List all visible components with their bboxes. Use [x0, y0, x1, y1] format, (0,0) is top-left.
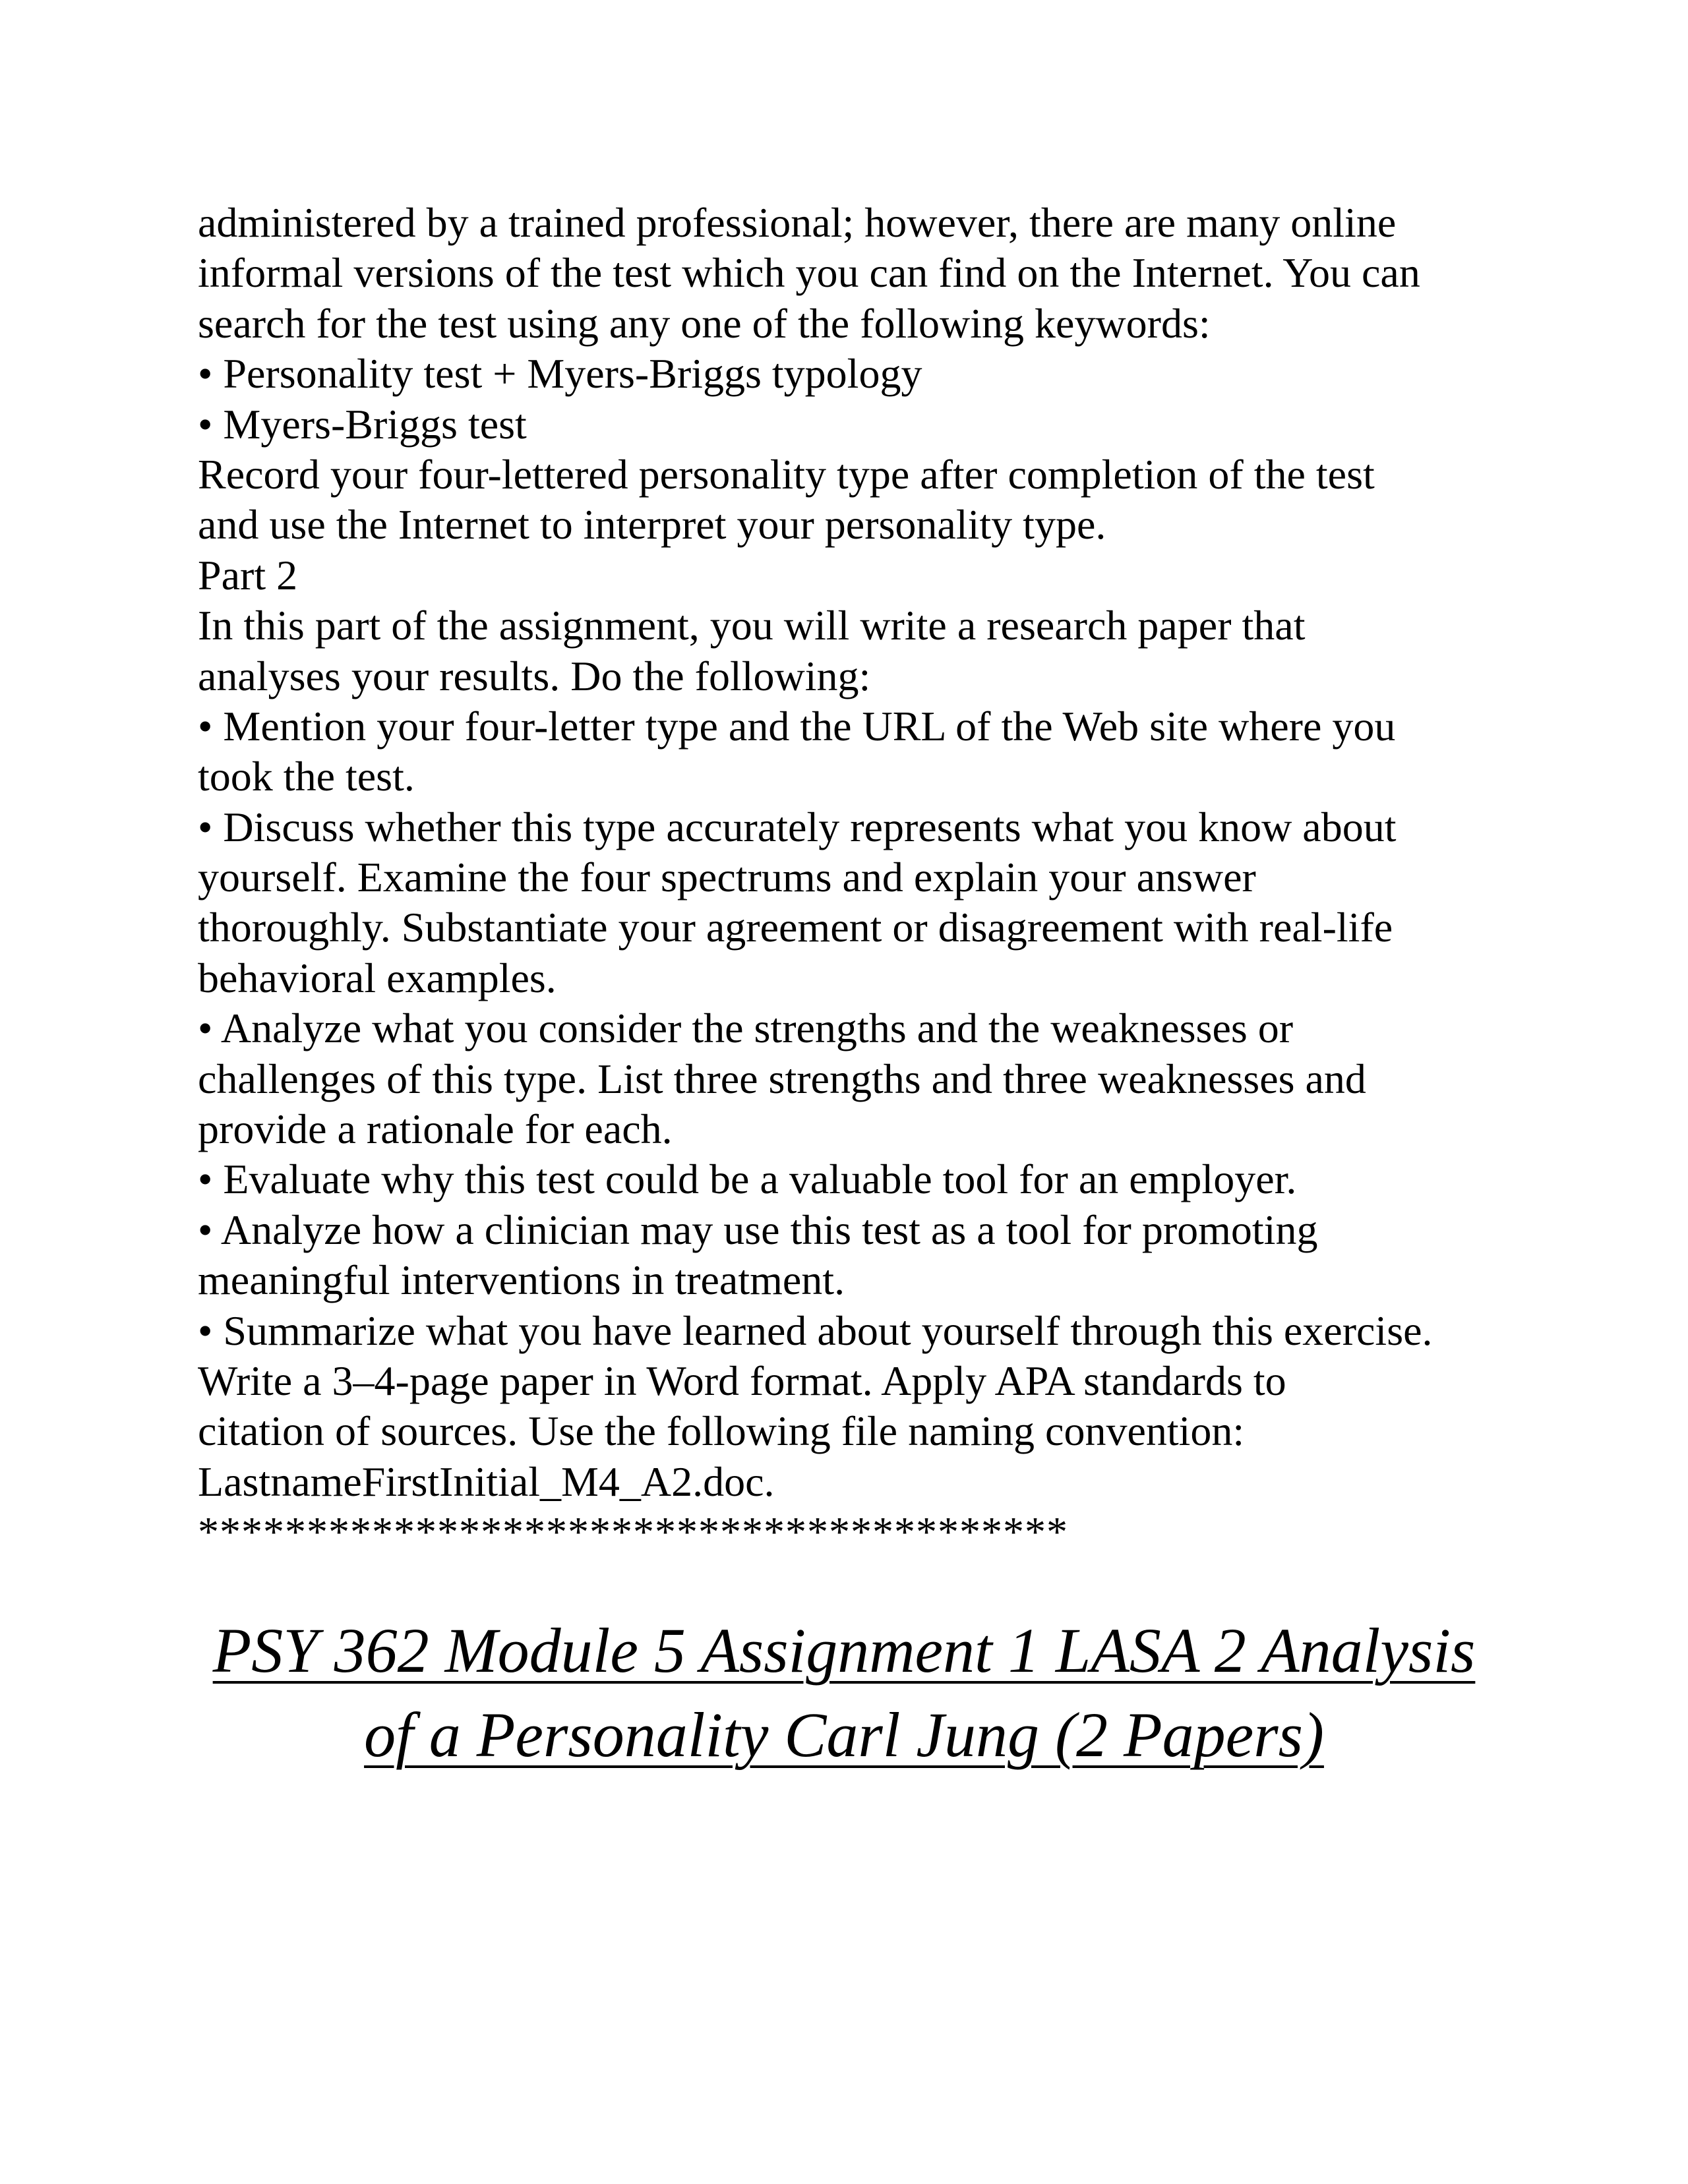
text-line: challenges of this type. List three strengths and three weaknesses and: [198, 1055, 1366, 1102]
text-line: provide a rationale for each.: [198, 1106, 673, 1153]
title-line-2: of a Personality Carl Jung (2 Papers): [364, 1699, 1324, 1770]
text-line: informal versions of the test which you can find on the Internet. You can: [198, 249, 1420, 297]
bullet-item: • Analyze what you consider the strengths and the weaknesses or: [198, 1005, 1294, 1052]
bullet-item: • Summarize what you have learned about yourself through this exercise.: [198, 1307, 1433, 1354]
text-line: analyses your results. Do the following:: [198, 652, 871, 699]
title-line-1: PSY 362 Module 5 Assignment 1 LASA 2 Analysis: [212, 1615, 1476, 1686]
text-line: administered by a trained professional; however, there are many online: [198, 199, 1397, 246]
separator-asterisks: ****************************************: [198, 1508, 1068, 1556]
assignment-instructions: [198, 198, 1530, 1558]
text-line: thoroughly. Substantiate your agreement or disagreement with real-life: [198, 904, 1393, 951]
text-line: yourself. Examine the four spectrums and explain your answer: [198, 854, 1256, 901]
bullet-item: • Mention your four-letter type and the URL of the Web site where you: [198, 702, 1396, 750]
text-line: behavioral examples.: [198, 954, 557, 1001]
text-line: and use the Internet to interpret your personality type.: [198, 501, 1106, 548]
bullet-item: • Evaluate why this test could be a valuable tool for an employer.: [198, 1156, 1297, 1203]
text-line: In this part of the assignment, you will write a research paper that: [198, 602, 1306, 649]
document-title-link[interactable]: [185, 1608, 1503, 1777]
bullet-item: • Discuss whether this type accurately represents what you know about: [198, 803, 1397, 850]
text-line: citation of sources. Use the following file naming convention:: [198, 1407, 1245, 1455]
text-line: LastnameFirstInitial_M4_A2.doc.: [198, 1458, 775, 1505]
bullet-item: • Myers-Briggs test: [198, 400, 527, 448]
bullet-item: • Personality test + Myers-Briggs typology: [198, 350, 922, 398]
text-line: Write a 3–4-page paper in Word format. Apply APA standards to: [198, 1357, 1286, 1404]
text-line: meaningful interventions in treatment.: [198, 1256, 845, 1304]
section-label: Part 2: [198, 551, 298, 599]
text-line: Record your four-lettered personality type after completion of the test: [198, 450, 1375, 498]
text-line: search for the test using any one of the following keywords:: [198, 299, 1211, 347]
text-line: took the test.: [198, 753, 415, 800]
bullet-item: • Analyze how a clinician may use this test as a tool for promoting: [198, 1206, 1318, 1253]
